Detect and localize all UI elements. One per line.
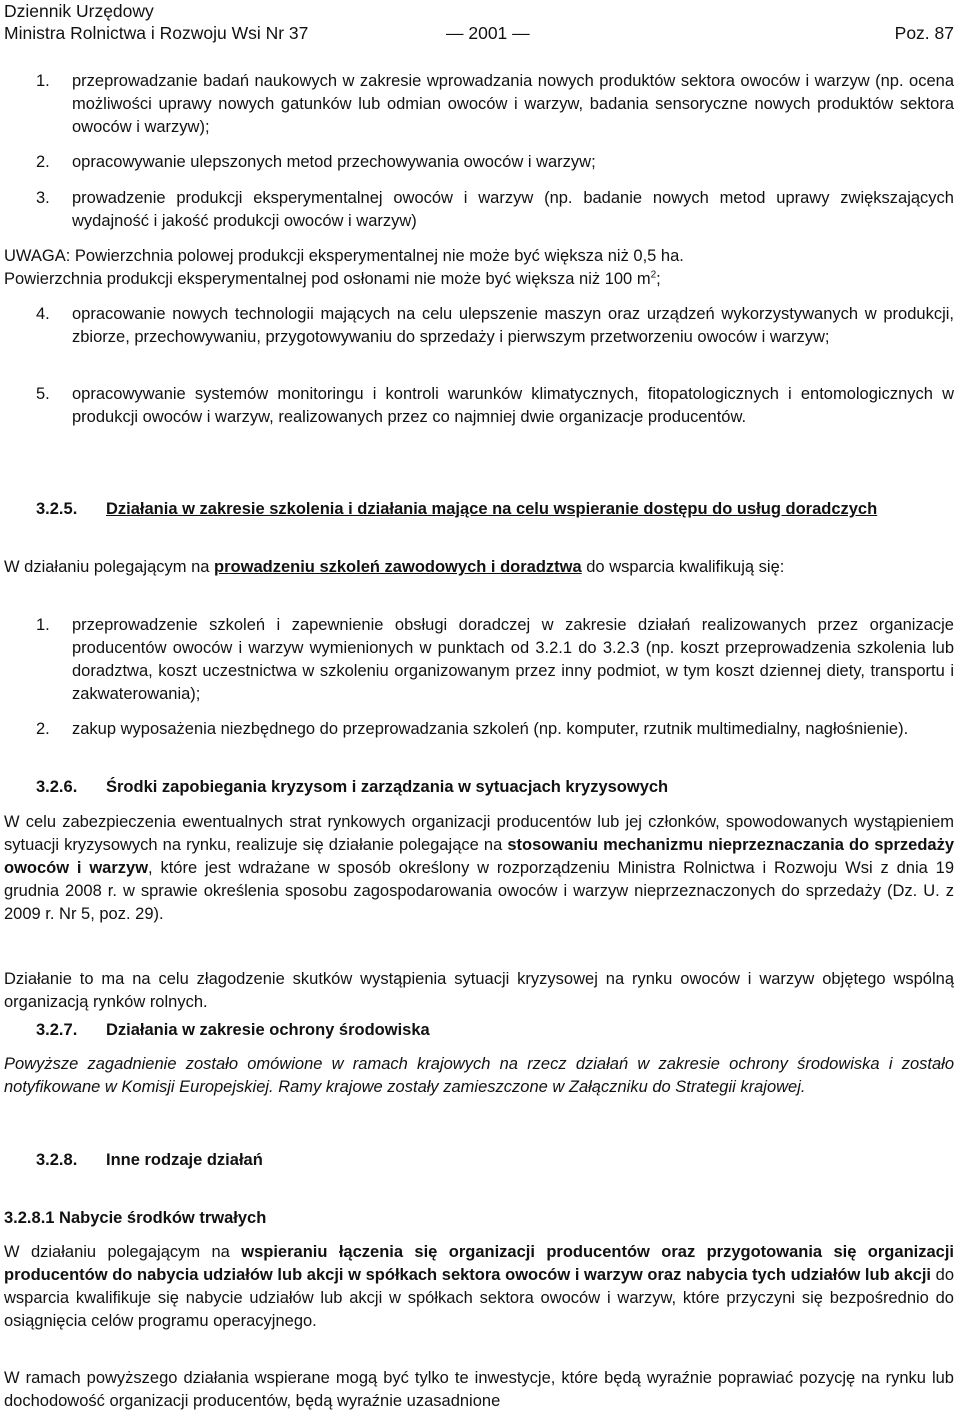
page-number: — 2001 — [446, 23, 530, 43]
paragraph: W działaniu polegającym na prowadzeniu szkoleń zawodowych i doradztwa do wsparcia kwalifikują się: [4, 558, 785, 576]
section-number: 3.2.7. [36, 1021, 78, 1039]
section-title: Działania w zakresie ochrony środowiska [106, 1021, 430, 1039]
list-item-text: opracowywanie ulepszonych metod przechowywania owoców i warzyw; [72, 153, 596, 171]
header-row [4, 22, 954, 44]
subsection-title: 3.2.8.1 Nabycie środków trwałych [4, 1209, 267, 1227]
page-header [4, 0, 954, 44]
list-item-text: opracowanie nowych technologii mających na celu ulepszenie maszyn oraz urządzeń wykorzystywanych w produkcji, zbiorze, przechowywaniu, przygotowywaniu do sprzedaży i pierwszym przetworzeniu owoców i warzyw; [72, 305, 954, 346]
section-number: 3.2.8. [36, 1151, 78, 1169]
list-item-text: przeprowadzanie badań naukowych w zakresie wprowadzania nowych produktów sektora owoców i warzyw (np. ocena możliwości uprawy nowych gatunków lub odmian owoców i warzyw, badania sensoryczne nowych produktów sektora owoców i warzyw); [72, 72, 954, 136]
section-number: 3.2.5. [36, 500, 78, 518]
list-item-text: zakup wyposażenia niezbędnego do przeprowadzania szkoleń (np. komputer, rzutnik multimedialny, nagłośnienie). [72, 720, 909, 738]
note-line: UWAGA: Powierzchnia polowej produkcji eksperymentalnej nie może być większa niż 0,5 ha. [4, 247, 684, 265]
section-title: Inne rodzaje działań [106, 1151, 263, 1169]
paragraph: W ramach powyższego działania wspierane mogą być tylko te inwestycje, które będą wyraźnie poprawiać pozycję na rynku lub dochodowość organizacji producentów, będą wyraźnie uzasadnione [4, 1369, 954, 1410]
note-line: Powierzchnia produkcji eksperymentalnej pod osłonami nie może być większa niż 100 $m^2$; [4, 269, 661, 288]
paragraph: Działanie to ma na celu złagodzenie skutków wystąpienia sytuacji kryzysowej na rynku owoców i warzyw objętego wspólną organizacją rynków rolnych. [4, 970, 954, 1011]
section-number: 3.2.6. [36, 778, 78, 796]
journal-issuer: Ministra Rolnictwa i Rozwoju Wsi Nr 37 [4, 23, 309, 43]
section-title: Działania w zakresie szkolenia i działania mające na celu wspieranie dostępu do usług doradczych [106, 500, 878, 518]
paragraph: Powyższe zagadnienie zostało omówione w ramach krajowych na rzecz działań w zakresie ochrony środowiska i zostało notyfikowane w Komisji Europejskiej. Ramy krajowe zostały zamieszczone w Załączniku do Strategii krajowej. [4, 1055, 954, 1096]
position-number: Poz. 87 [894, 23, 954, 43]
paragraph: W działaniu polegającym na wspieraniu łączenia się organizacji producentów oraz przygotowania się organizacji producentów do nabycia udziałów lub akcji w spółkach sektora owoców i warzyw oraz nabycia tych udziałów lub akcji do wsparcia kwalifikuje się nabycie udziałów lub akcji w spółkach sektora owoców i warzyw, które przyczyni się bezpośrednio do osiągnięcia celów programu operacyjnego. [4, 1243, 955, 1330]
paragraph: W celu zabezpieczenia ewentualnych strat rynkowych organizacji producentów lub jej członków, spowodowanych wystąpieniem sytuacji kryzysowych na rynku, realizuje się działanie polegające na stosowaniu mechanizmu nieprzeznaczania do sprzedaży owoców i warzyw, które jest wdrażane w sposób określony w rozporządzeniu Ministra Rolnictwa i Rozwoju Wsi z dnia 19 grudnia 2008 r. w sprawie określenia sposobu zagospodarowania owoców i warzyw nieprzeznaczonych do sprzedaży (Dz. U. z 2009 r. Nr 5, poz. 29). [4, 813, 954, 923]
list-item-text: prowadzenie produkcji eksperymentalnej owoców i warzyw (np. badanie nowych metod uprawy zwiększających wydajność i jakość produkcji owoców i warzyw) [72, 189, 954, 230]
section-title: Środki zapobiegania kryzysom i zarządzania w sytuacjach kryzysowych [106, 778, 669, 796]
list-item-text: przeprowadzenie szkoleń i zapewnienie obsługi doradczej w zakresie działań realizowanych przez organizacje producentów owoców i warzyw wymienionych w punktach od 3.2.1 do 3.2.3 (np. koszt przeprowadzenia szkolenia lub doradztwa, koszt uczestnictwa w szkoleniu organizowanym przez inny podmiot, w tym koszt dziennej diety, transportu i zakwaterowania); [72, 616, 954, 703]
journal-title: Dziennik Urzędowy [4, 1, 154, 21]
note-paragraph [4, 245, 954, 291]
list-item-text: opracowywanie systemów monitoringu i kontroli warunków klimatycznych, fitopatologicznych i entomologicznych w produkcji owoców i warzyw, realizowanych przez co najmniej dwie organizacje producentów. [72, 385, 954, 426]
